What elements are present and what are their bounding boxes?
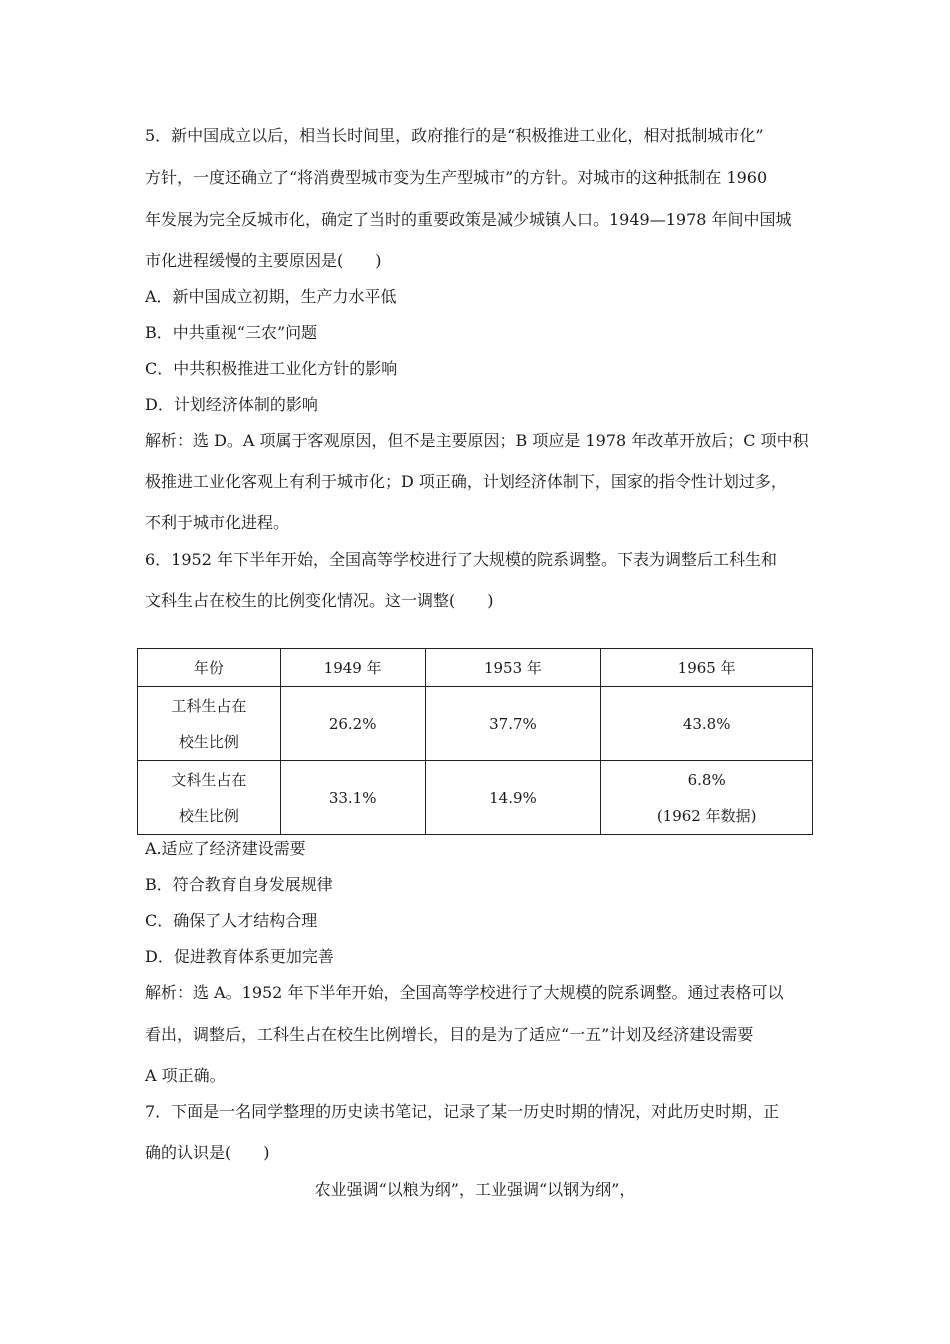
table-cell: 33.1% <box>280 761 425 835</box>
row-label-line: 校生比例 <box>178 732 239 751</box>
q6-option-d: D．促进教育体系更加完善 <box>145 947 334 966</box>
q6-data-table <box>137 648 813 835</box>
table-row-label <box>138 687 281 761</box>
q5-option-d: D．计划经济体制的影响 <box>145 395 318 414</box>
q5-analysis-line-3: 不利于城市化进程。 <box>145 513 290 532</box>
q6-stem-line-1: 6．1952 年下半年开始，全国高等学校进行了大规模的院系调整。下表为调整后工科生和 <box>145 550 777 569</box>
table-cell: 26.2% <box>280 687 425 761</box>
q5-analysis-line-1: 解析：选 D。A 项属于客观原因，但不是主要原因；B 项应是 1978 年改革开放后；C 项中积 <box>145 431 809 450</box>
q6-analysis-line-2: 看出，调整后，工科生占在校生比例增长，目的是为了适应“一五”计划及经济建设需要 <box>145 1025 754 1044</box>
q5-option-c: C．中共积极推进工业化方针的影响 <box>145 359 398 378</box>
q6-analysis-line-3: A 项正确。 <box>145 1066 226 1085</box>
q6-analysis-line-1: 解析：选 A。1952 年下半年开始，全国高等学校进行了大规模的院系调整。通过表格可以 <box>145 983 784 1002</box>
q6-option-c: C．确保了人才结构合理 <box>145 911 318 930</box>
table-header-cell: 1953 年 <box>425 649 601 687</box>
q5-analysis-line-2: 极推进工业化客观上有利于城市化；D 项正确，计划经济体制下，国家的指令性计划过多， <box>145 472 787 491</box>
table-cell: 14.9% <box>425 761 601 835</box>
q6-option-b: B．符合教育自身发展规律 <box>145 875 333 894</box>
table-row <box>138 761 813 835</box>
q5-stem-line-1: 5．新中国成立以后，相当长时间里，政府推行的是“积极推进工业化，相对抵制城市化” <box>145 126 764 145</box>
q5-stem-line-4: 市化进程缓慢的主要原因是( ) <box>145 251 382 270</box>
table-header-cell: 年份 <box>138 649 281 687</box>
table-cell-value: 6.8% <box>687 770 726 789</box>
q7-stem-line-1: 7．下面是一名同学整理的历史读书笔记，记录了某一历史时期的情况，对此历史时期，正 <box>145 1102 780 1121</box>
table-row <box>138 687 813 761</box>
q5-stem-line-3: 年发展为完全反城市化，确定了当时的重要政策是减少城镇人口。1949—1978 年间中国城 <box>145 210 792 229</box>
table-cell: 43.8% <box>601 687 813 761</box>
table-cell <box>601 761 813 835</box>
q6-stem-line-2: 文科生占在校生的比例变化情况。这一调整( ) <box>145 591 494 610</box>
row-label-line: 文科生占在 <box>171 770 247 789</box>
q6-option-a: A.适应了经济建设需要 <box>145 839 306 858</box>
table-cell: 37.7% <box>425 687 601 761</box>
q5-option-a: A．新中国成立初期，生产力水平低 <box>145 287 397 306</box>
table-header-cell: 1949 年 <box>280 649 425 687</box>
table-header-cell: 1965 年 <box>601 649 813 687</box>
row-label-line: 校生比例 <box>178 806 239 825</box>
q7-stem-line-2: 确的认识是( ) <box>145 1143 270 1162</box>
row-label-line: 工科生占在 <box>171 696 247 715</box>
q7-quote: 农业强调“以粮为纲”，工业强调“以钢为纲”， <box>314 1180 636 1199</box>
table-header-row <box>138 649 813 687</box>
table-row-label <box>138 761 281 835</box>
q5-option-b: B．中共重视“三农”问题 <box>145 323 318 342</box>
q5-stem-line-2: 方针，一度还确立了“将消费型城市变为生产型城市”的方针。对城市的这种抵制在 1960 <box>145 168 768 187</box>
table-cell-note: (1962 年数据) <box>656 806 757 825</box>
